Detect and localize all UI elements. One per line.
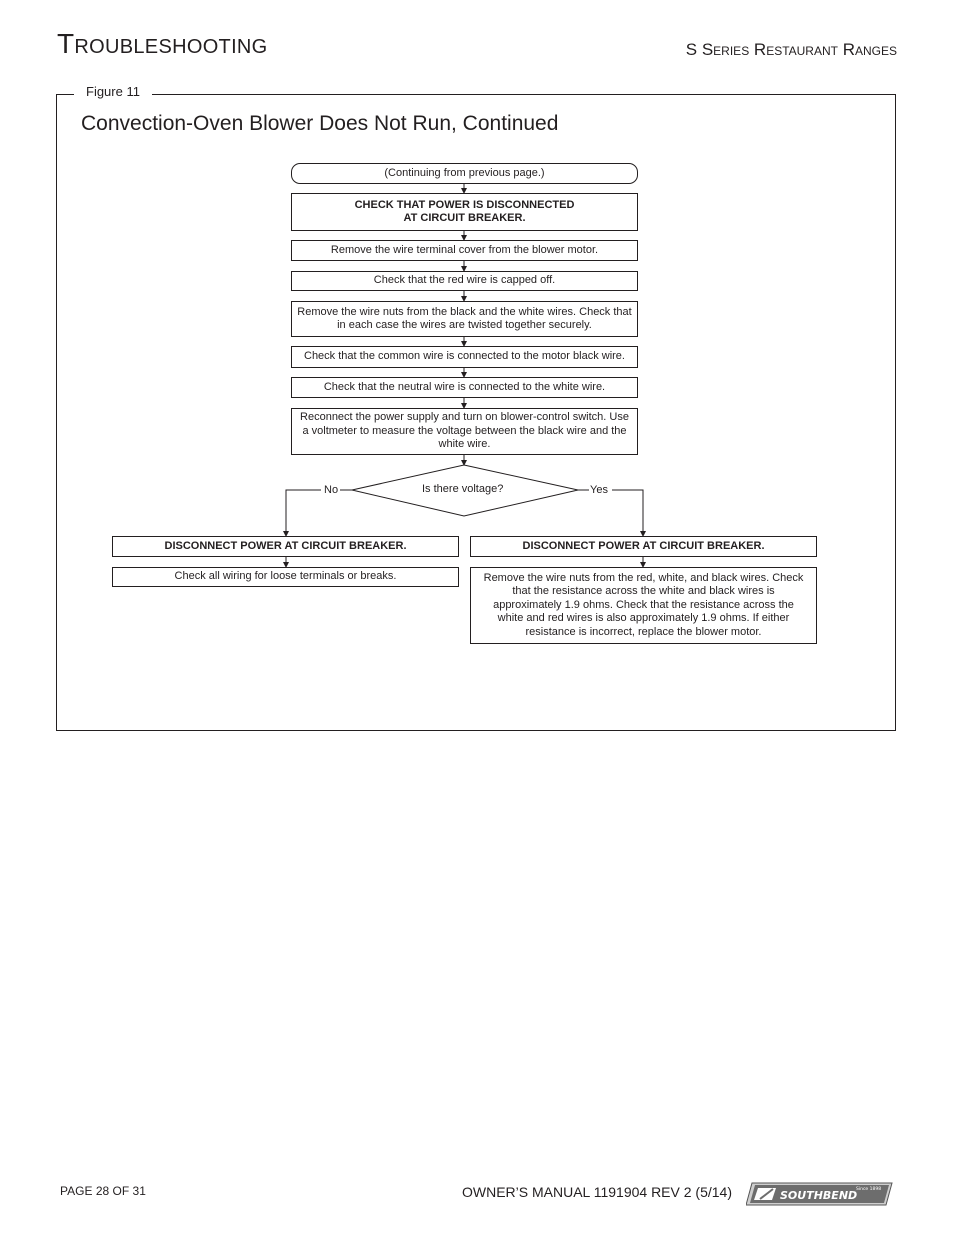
product-title: S Series Restaurant Ranges — [685, 40, 897, 59]
decision-question: Is there voltage? — [422, 483, 504, 495]
flow-step: Check that the common wire is connected to the motor black wire. — [291, 346, 638, 368]
page-suffix: OF 31 — [112, 1184, 146, 1198]
no-branch-step: DISCONNECT POWER AT CIRCUIT BREAKER. — [112, 536, 459, 557]
figure-title: Convection-Oven Blower Does Not Run, Continued — [81, 112, 559, 135]
page-number — [60, 1184, 146, 1198]
yes-branch-step: Remove the wire nuts from the red, white, and black wires. Check that the resistance across the white and black wires is approximately 1.9 ohms. Check that the resistance across the white and red wires is also approximately 1.9 ohms. If either resistance is incorrect, replace the blower motor. — [470, 567, 817, 644]
figure-label: Figure 11 — [74, 84, 152, 99]
no-connector — [286, 490, 321, 536]
no-branch-step: Check all wiring for loose terminals or breaks. — [112, 567, 459, 587]
flow-step: Remove the wire nuts from the black and the white wires. Check that in each case the wires are twisted together securely. — [291, 301, 638, 337]
yes-label: Yes — [590, 484, 608, 496]
logo-wordmark: SOUTHBEND — [780, 1189, 858, 1202]
section-title: Troubleshooting — [57, 28, 268, 59]
flow-step: Reconnect the power supply and turn on blower-control switch. Use a voltmeter to measure the voltage between the black wire and the white wire. — [291, 408, 638, 455]
yes-connector — [612, 490, 643, 536]
yes-branch-step: DISCONNECT POWER AT CIRCUIT BREAKER. — [470, 536, 817, 557]
flow-step: Check that the red wire is capped off. — [291, 271, 638, 291]
flow-step: CHECK THAT POWER IS DISCONNECTED AT CIRCUIT BREAKER. — [291, 193, 638, 231]
manual-info: OWNER’S MANUAL 1191904 REV 2 (5/14) — [462, 1184, 732, 1200]
flow-step: Remove the wire terminal cover from the blower motor. — [291, 240, 638, 261]
page-current: 28 — [95, 1184, 110, 1198]
flow-step: Check that the neutral wire is connected to the white wire. — [291, 377, 638, 398]
logo-since: Since 1898 — [856, 1187, 882, 1192]
southbend-logo — [746, 1182, 894, 1206]
no-label: No — [324, 484, 339, 496]
flow-start: (Continuing from previous page.) — [291, 163, 638, 184]
page-prefix: PAGE — [60, 1184, 93, 1198]
